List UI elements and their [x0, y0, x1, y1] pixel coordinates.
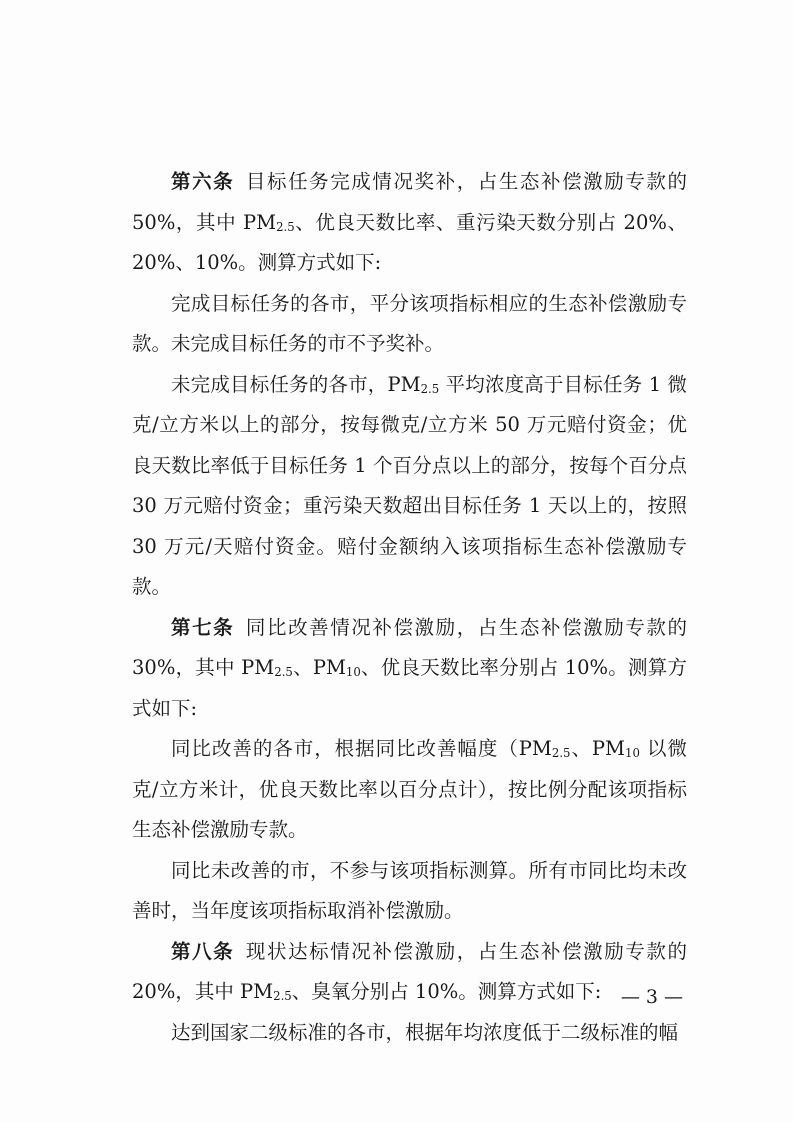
article-7-improve-text-b: 、PM: [570, 737, 626, 760]
article-8-text-b: 、臭氧分别占 10%。测算方式如下:: [291, 980, 602, 1003]
article-7-heading: 第七条: [171, 615, 235, 639]
article-6-paragraph: [132, 162, 687, 284]
article-8-standard-paragraph: 达到国家二级标准的各市，根据年均浓度低于二级标准的幅: [171, 1020, 679, 1044]
page-number: — 3 —: [620, 986, 683, 1008]
article-6-text-b: 、优良天数比率、重污染天数分别占 20%、20%、10%。测算方式如下:: [132, 210, 687, 274]
document-body: [132, 162, 687, 1053]
article-7-improve-text-c: 以微克/立方米计，优良天数比率以百分点计），按比例分配该项指标生态补偿激励专款。: [132, 737, 688, 841]
article-7-paragraph: [132, 608, 687, 730]
article-7-improve-paragraph: [132, 729, 687, 851]
article-6-penalty-text-a: 未完成目标任务的各市，PM: [171, 372, 421, 396]
article-7-no-improve-paragraph: 同比未改善的市，不参与该项指标测算。所有市同比均未改善时，当年度该项指标取消补偿激励。: [132, 858, 687, 922]
article-6-text-a: 目标任务完成情况奖补，占生态补偿激励专款的50%，其中 PM: [132, 170, 687, 234]
article-6-penalty-paragraph: [132, 365, 687, 608]
article-7-sub-b: 10: [345, 664, 361, 679]
article-6-heading: 第六条: [171, 170, 235, 193]
article-8-sub-a: 2.5: [273, 988, 292, 1003]
article-7-text-c: 、优良天数比率分别占 10%。测算方式如下:: [132, 656, 687, 720]
article-7-sub-a: 2.5: [274, 664, 293, 679]
article-7-improve-sub-a: 2.5: [551, 745, 571, 760]
article-8-paragraph: [132, 932, 687, 1013]
article-6-completion-paragraph: 完成目标任务的各市，平分该项指标相应的生态补偿激励专款。未完成目标任务的市不予奖补。: [132, 291, 687, 355]
article-6-penalty-text-b: 平均浓度高于目标任务 1 微克/立方米以上的部分，按每微克/立方米 50 万元赔付资金；优良天数比率低于目标任务 1 个百分点以上的部分，按每个百分点 30 万元赔付资金；重污染天数超出目标任务 1 天以上的，按照 30 万元/天赔付资金。赔付金额纳入该项指标生态补偿激励专款。: [132, 372, 687, 598]
article-8-heading: 第八条: [171, 939, 235, 963]
article-7-improve-text-a: 同比改善的各市，根据同比改善幅度（PM: [171, 737, 552, 760]
article-6-sub-a: 2.5: [276, 219, 295, 234]
article-7-text-a: 同比改善情况补偿激励，占生态补偿激励专款的30%，其中 PM: [132, 615, 687, 679]
article-7-improve-sub-b: 10: [625, 745, 640, 760]
article-6-penalty-sub-a: 2.5: [420, 381, 440, 396]
article-7-text-b: 、PM: [292, 656, 346, 679]
article-8-text-a: 现状达标情况补偿激励，占生态补偿激励专款的20%，其中 PM: [132, 939, 687, 1003]
